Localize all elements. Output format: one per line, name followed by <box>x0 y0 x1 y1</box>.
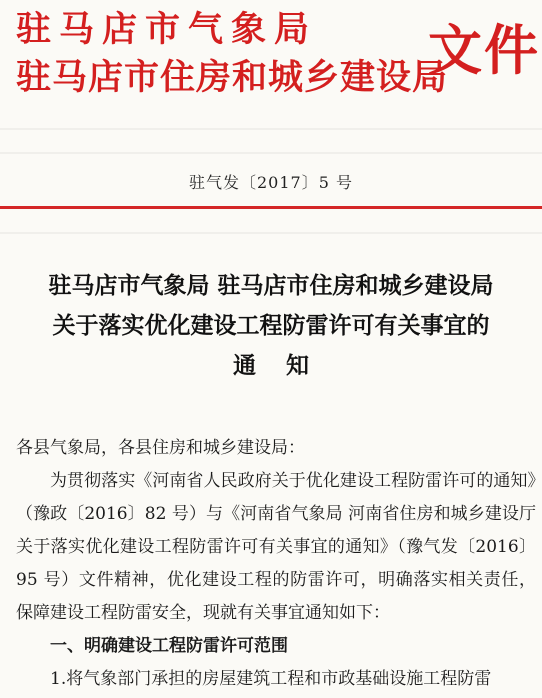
list-item-1: 1.将气象部门承担的房屋建筑工程和市政基础设施工程防雷 <box>50 669 492 689</box>
section-heading-1: 一、明确建设工程防雷许可范围 <box>50 636 288 656</box>
bleed-through-line <box>0 152 542 154</box>
issuing-organizations <box>16 6 449 102</box>
issuing-org-housing-bureau: 驻马店市住房和城乡建设局 <box>16 57 449 98</box>
bleed-through-line <box>0 128 542 130</box>
intro-paragraph: 为贯彻落实《河南省人民政府关于优化建设工程防雷许可的通知》（豫政〔2016〕82 号）与《河南省气象局 河南省住房和城乡建设厅关于落实优化建设工程防雷许可有关事宜的通知》（豫气发〔2016〕95 号）文件精神，优化建设工程的防雷许可，明确落实相关责任，保障建设工程防雷安全，现就有关事宜通知如下： <box>16 471 536 623</box>
title-line-1: 驻马店市气象局 驻马店市住房和城乡建设局 <box>48 272 494 299</box>
bleed-through-line <box>0 232 542 234</box>
document-title <box>0 266 542 386</box>
document-number: 驻气发〔2017〕5 号 <box>189 173 353 192</box>
issuing-org-meteorological-bureau: 驻马店市气象局 <box>16 9 318 50</box>
title-line-3: 通知 <box>233 352 339 379</box>
document-body <box>16 432 536 696</box>
document-mark: 文件 <box>428 18 540 82</box>
red-divider-line <box>0 206 542 209</box>
title-line-2: 关于落实优化建设工程防雷许可有关事宜的 <box>52 312 490 339</box>
salutation: 各县气象局，各县住房和城乡建设局： <box>16 438 305 458</box>
